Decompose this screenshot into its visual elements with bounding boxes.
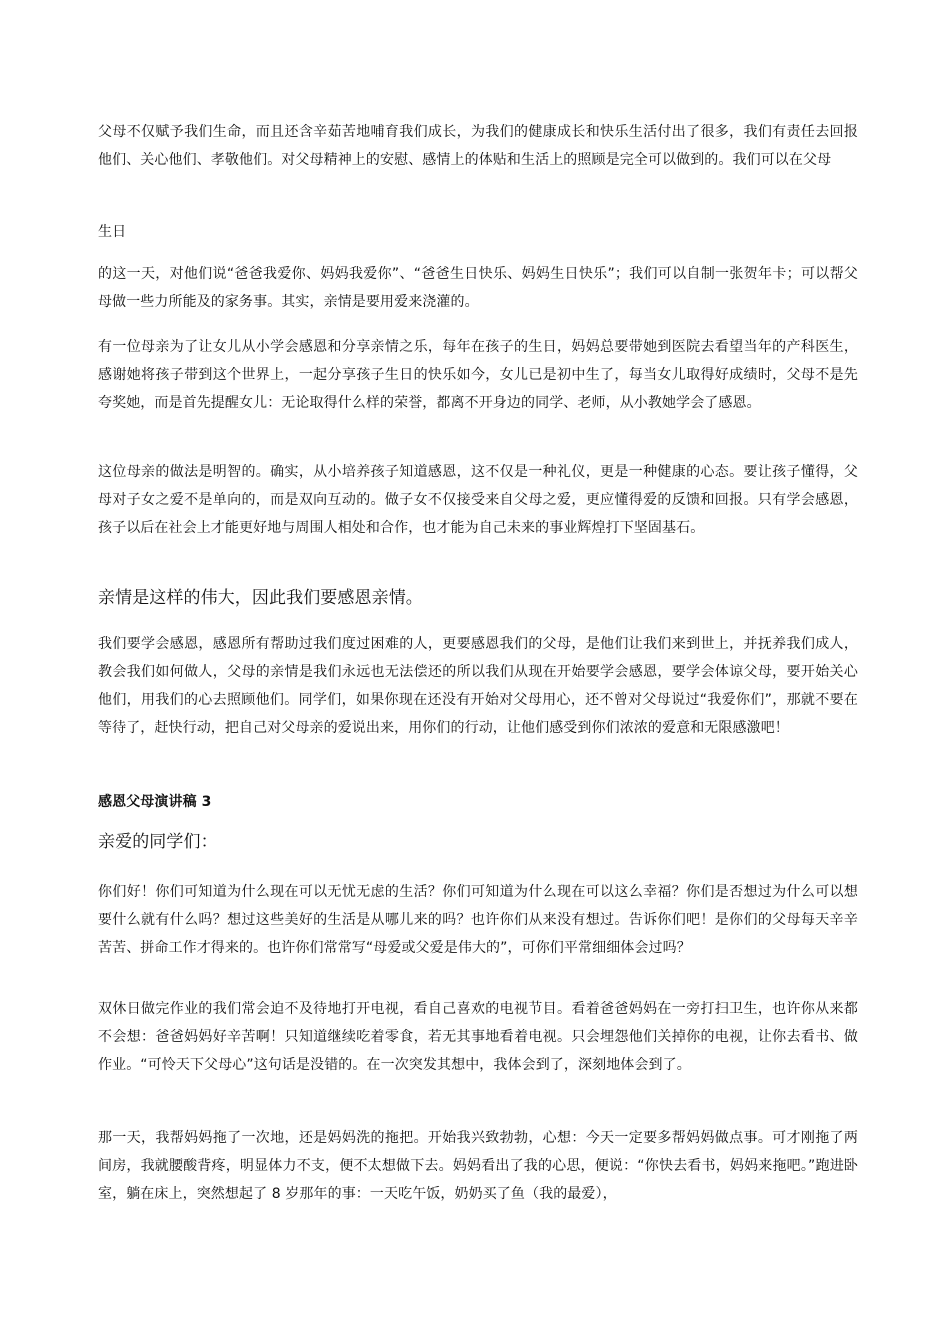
paragraph-wise-mother: 这位母亲的做法是明智的。确实，从小培养孩子知道感恩，这不仅是一种礼仪，更是一种健康的心态。要让孩子懂得，父母对子女之爱不是单向的，而是双向互动的。做子女不仅接受来自父母之爱，更应懂得爱的反馈和回报。只有学会感恩，孩子以后在社会上才能更好地与周围人相处和合作，也才能为自己未来的事业辉煌打下坚固基石。 xyxy=(98,464,858,536)
paragraph-birthday-word: 生日 xyxy=(98,224,127,240)
section-heading xyxy=(98,788,858,816)
paragraph-intro: 父母不仅赋予我们生命，而且还含辛茹苦地哺育我们成长，为我们的健康成长和快乐生活付出了很多，我们有责任去回报他们、关心他们、孝敬他们。对父母精神上的安慰、感情上的体贴和生活上的照顾是完全可以做到的。我们可以在父母 xyxy=(98,124,858,168)
paragraph-mother-story: 有一位母亲为了让女儿从小学会感恩和分享亲情之乐，每年在孩子的生日，妈妈总要带她到医院去看望当年的产科医生，感谢她将孩子带到这个世界上，一起分享孩子生日的快乐如今，女儿已是初中生了，每当女儿取得好成绩时，父母不是先夸奖她，而是首先提醒女儿：无论取得什么样的荣誉，都离不开身边的同学、老师，从小教她学会了感恩。 xyxy=(98,339,858,411)
paragraph-learn-gratitude: 我们要学会感恩，感恩所有帮助过我们度过困难的人，更要感恩我们的父母，是他们让我们来到世上，并抚养我们成人，教会我们如何做人，父母的亲情是我们永远也无法偿还的所以我们从现在开始要学会感恩，要学会体谅父母，要开始关心他们，用我们的心去照顾他们。同学们，如果你现在还没有开始对父母用心，还不曾对父母说过“我爱你们”，那就不要在等待了，赶快行动，把自己对父母亲的爱说出来，用你们的行动，让他们感受到你们浓浓的爱意和无限感激吧！ xyxy=(98,636,858,736)
salutation: 亲爱的同学们： xyxy=(98,832,218,852)
paragraph-weekend: 双休日做完作业的我们常会迫不及待地打开电视，看自己喜欢的电视节目。看着爸爸妈妈在一旁打扫卫生，也许你从来都不会想：爸爸妈妈好辛苦啊！只知道继续吃着零食，若无其事地看着电视。只会埋怨他们关掉你的电视，让你去看书、做作业。“可怜天下父母心”这句话是没错的。在一次突发其想中，我体会到了，深刻地体会到了。 xyxy=(98,1001,858,1073)
section-heading-text: 感恩父母演讲稿 3 xyxy=(98,794,212,810)
paragraph-questions: 你们好！你们可知道为什么现在可以无忧无虑的生活？你们可知道为什么现在可以这么幸福？你们是否想过为什么可以想要什么就有什么吗？想过这些美好的生活是从哪儿来的吗？也许你们从来没有想过。告诉你们吧！是你们的父母每天辛辛苦苦、拼命工作才得来的。也许你们常常写“母爱或父爱是伟大的”，可你们平常细细体会过吗？ xyxy=(98,884,858,956)
paragraph-great-love: 亲情是这样的伟大，因此我们要感恩亲情。 xyxy=(98,588,423,608)
paragraph-birthday-wishes: 的这一天，对他们说“爸爸我爱你、妈妈我爱你”、“爸爸生日快乐、妈妈生日快乐”；我们可以自制一张贺年卡；可以帮父母做一些力所能及的家务事。其实，亲情是要用爱来浇灌的。 xyxy=(98,266,858,310)
paragraph-mopping: 那一天，我帮妈妈拖了一次地，还是妈妈洗的拖把。开始我兴致勃勃，心想：今天一定要多帮妈妈做点事。可才刚拖了两间房，我就腰酸背疼，明显体力不支，便不太想做下去。妈妈看出了我的心思，便说：“你快去看书，妈妈来拖吧。”跑进卧室，躺在床上，突然想起了 8 岁那年的事：一天吃午饭，奶奶买了鱼（我的最爱）， xyxy=(98,1130,858,1202)
